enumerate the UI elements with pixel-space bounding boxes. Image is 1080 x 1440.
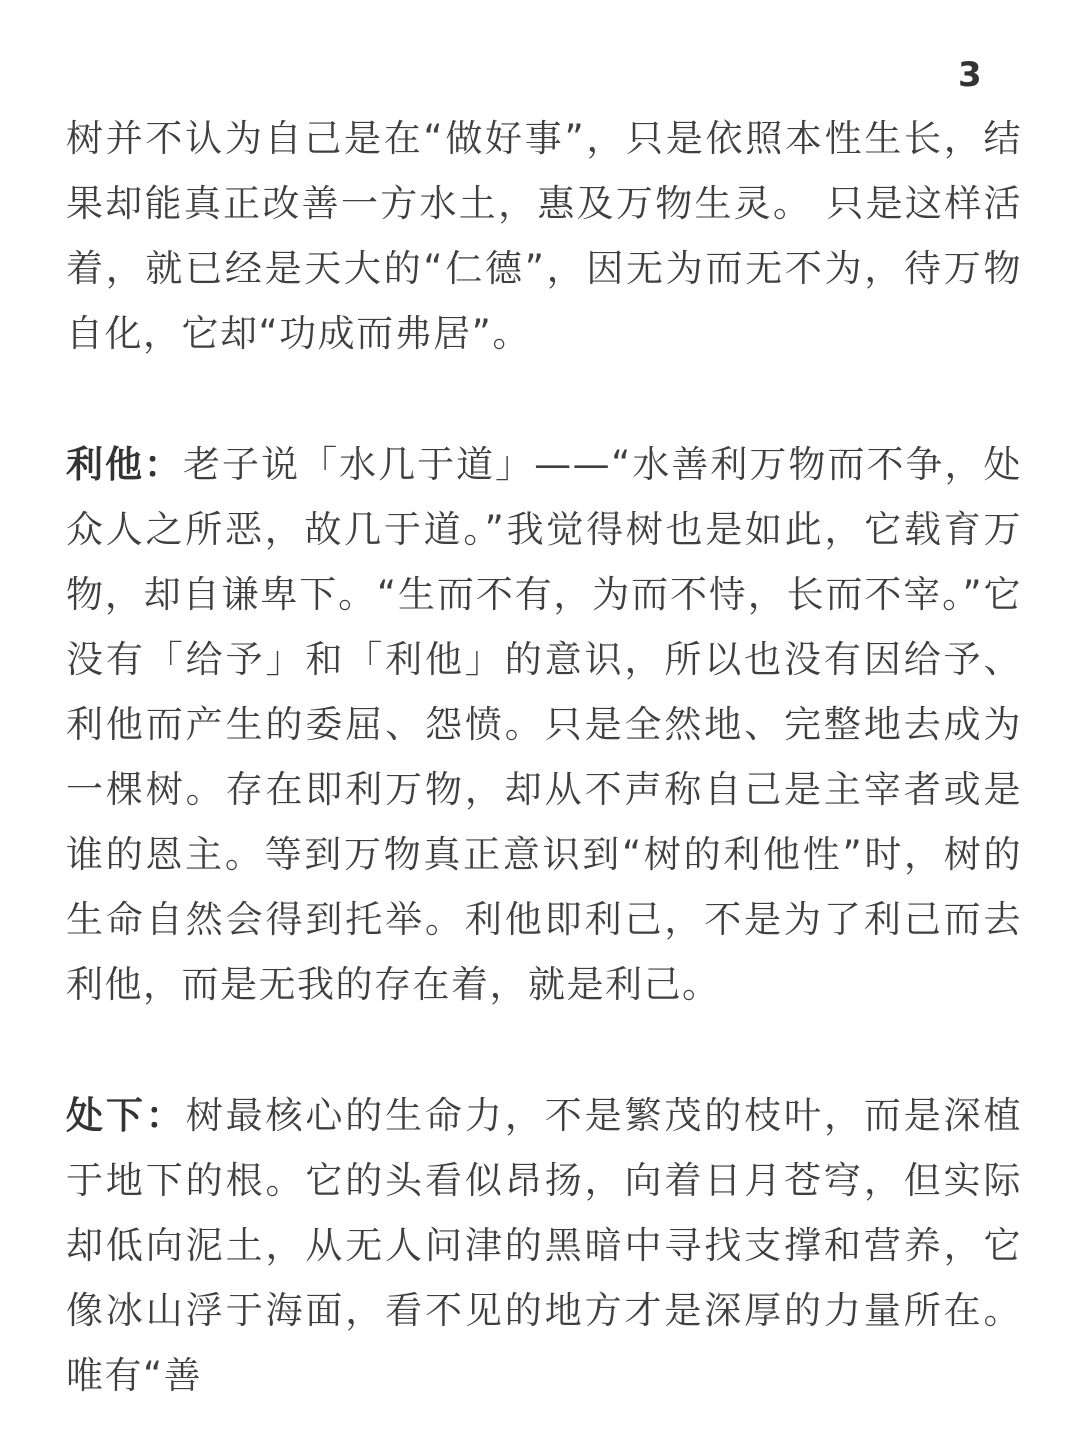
- paragraph-text: 老子说「水几于道」——“水善利万物而不争，处众人之所恶，故几于道。”我觉得树也是如此，它载育万物，却自谦卑下。“生而不有，为而不恃，长而不宰。”它没有「给予」和「利他」的意识，所以也没有因给予、利他而产生的委屈、怨愤。只是全然地、完整地去成为一棵树。存在即利万物，却从不声称自己是主宰者或是谁的恩主。等到万物真正意识到“树的利他性”时，树的生命自然会得到托举。利他即利己，不是为了利己而去利他，而是无我的存在着，就是利己。: [66, 443, 1022, 1006]
- paragraph-lead: 处下：: [66, 1094, 186, 1137]
- article-body: [66, 106, 1022, 1408]
- page-number: 3: [958, 55, 982, 95]
- paragraph-intro: [66, 106, 1022, 366]
- paragraph-text: 树最核心的生命力，不是繁茂的枝叶，而是深植于地下的根。它的头看似昂扬，向着日月苍穹，但实际却低向泥土，从无人问津的黑暗中寻找支撑和营养，它像冰山浮于海面，看不见的地方才是深厚的力量所在。唯有“善: [66, 1094, 1023, 1397]
- paragraph-text: 树并不认为自己是在“做好事”，只是依照本性生长，结果却能真正改善一方水土，惠及万物生灵。 只是这样活着，就已经是天大的“仁德”，因无为而无不为，待万物自化，它却“功成而弗居”。: [66, 117, 1022, 355]
- paragraph-altruism: [66, 432, 1022, 1017]
- paragraph-humility: [66, 1083, 1022, 1408]
- paragraph-lead: 利他：: [66, 443, 184, 486]
